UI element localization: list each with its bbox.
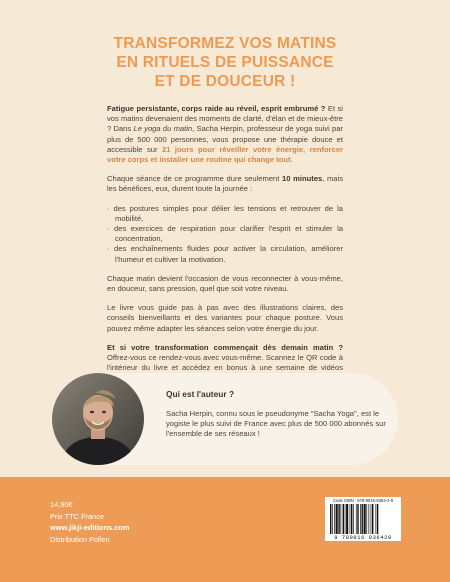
headline-line-2: EN RITUELS DE PUISSANCE xyxy=(116,54,334,71)
bonus-paragraph: Et si votre transformation commençait dès demain matin ? Offrez-vous ce rendez-vous avec vous-même. Scannez le QR code à l'intérieur du livre et accédez en bonus à une semaine de vidéos xyxy=(107,342,343,373)
barcode-bar xyxy=(350,504,351,534)
barcode-bar xyxy=(332,504,333,534)
intro-paragraph: Fatigue persistante, corps raide au réveil, esprit embrumé ? Et si vos matins devenaient des moments de clarté, d'élan et de mieux-être ? Dans Le yoga du matin, Sacha Herpin, professeur de yoga suivi par plus de 500 000 personnes, vous propose une thérapie douce et accessible sur 21 jours pour réveiller votre énergie, renforcer votre corps et installer une routine qui change tout. xyxy=(107,104,343,165)
barcode-bar xyxy=(360,504,361,534)
headline-line-1: TRANSFORMEZ VOS MATINS xyxy=(113,35,337,52)
barcode-bar xyxy=(338,504,339,534)
barcode-bar xyxy=(334,504,335,534)
headline-line-3: ET DE DOUCEUR ! xyxy=(154,73,296,90)
barcode-bar xyxy=(372,504,373,534)
program-paragraph: Chaque séance de ce programme dure seulement 10 minutes, mais les bénéfices, eux, durent toute la journée : xyxy=(107,174,344,194)
guide-paragraph: Le livre vous guide pas à pas avec des illustrations claires, des conseils bienveillants et des variantes pour chaque posture. Vous pouvez même adapter les séances selon votre énergie du jour. xyxy=(107,303,343,333)
bonus-lead: Et si votre transformation commençait dès demain matin ? xyxy=(107,342,343,352)
list-item: · des enchaînements fluides pour activer la circulation, améliorer l'humeur et cultiver la motivation. xyxy=(107,244,343,264)
barcode-bar xyxy=(341,504,342,534)
barcode-bar xyxy=(330,504,331,534)
barcode-bar xyxy=(345,504,346,534)
publisher-website: www.jikji-editions.com xyxy=(50,523,130,533)
isbn-label: Code ISBN : 978-9916-9364-2-9 xyxy=(332,498,394,503)
barcode-bar xyxy=(366,504,367,534)
barcode-digits: 9 789916 936429 xyxy=(334,535,392,541)
highlight-text: 21 jours pour réveiller votre énergie, renforcer votre corps et installer une routine qui change tout xyxy=(107,144,343,165)
barcode-bar xyxy=(353,504,354,534)
barcode-bar xyxy=(362,504,363,534)
intro-lead: Fatigue persistante, corps raide au réveil, esprit embrumé ? xyxy=(107,104,326,113)
list-item: · des postures simples pour délier les tensions et retrouver de la mobilité, xyxy=(107,203,343,223)
duration: 10 minutes xyxy=(282,174,323,184)
price-block xyxy=(50,499,129,545)
barcode-bar xyxy=(376,504,377,534)
barcode-bar xyxy=(346,504,348,534)
barcode-bar xyxy=(336,504,338,534)
barcode-bar xyxy=(356,504,357,534)
author-photo xyxy=(52,373,144,465)
book-title: Le yoga du matin xyxy=(133,124,193,134)
benefits-list xyxy=(107,204,343,265)
barcode-bar xyxy=(343,504,344,534)
barcode-bar xyxy=(377,504,378,534)
barcode xyxy=(330,504,396,534)
barcode-bar xyxy=(351,504,352,534)
price-note: Prix TTC France xyxy=(50,511,105,521)
list-item: · des exercices de respiration pour clarifier l'esprit et stimuler la concentration, xyxy=(107,224,343,244)
barcode-bar xyxy=(364,504,366,534)
distribution: Distribution Pollen xyxy=(50,534,110,544)
barcode-bar xyxy=(369,504,370,534)
barcode-bar xyxy=(371,504,372,534)
author-bio: Sacha Herpin, connu sous le pseudonyme "Sacha Yoga", est le yogiste le plus suivi de France avec plus de 500 000 abonnés sur l'ensemble de ses réseaux ! xyxy=(166,409,386,439)
headline xyxy=(0,34,450,91)
description-text xyxy=(107,104,343,393)
author-title: Qui est l'auteur ? xyxy=(166,389,235,399)
reconnect-paragraph: Chaque matin devient l'occasion de vous reconnecter à vous-même, en douceur, sans pression, quel que soit votre niveau. xyxy=(107,273,343,294)
price: 14,90€ xyxy=(50,500,73,509)
barcode-bar xyxy=(357,504,358,534)
